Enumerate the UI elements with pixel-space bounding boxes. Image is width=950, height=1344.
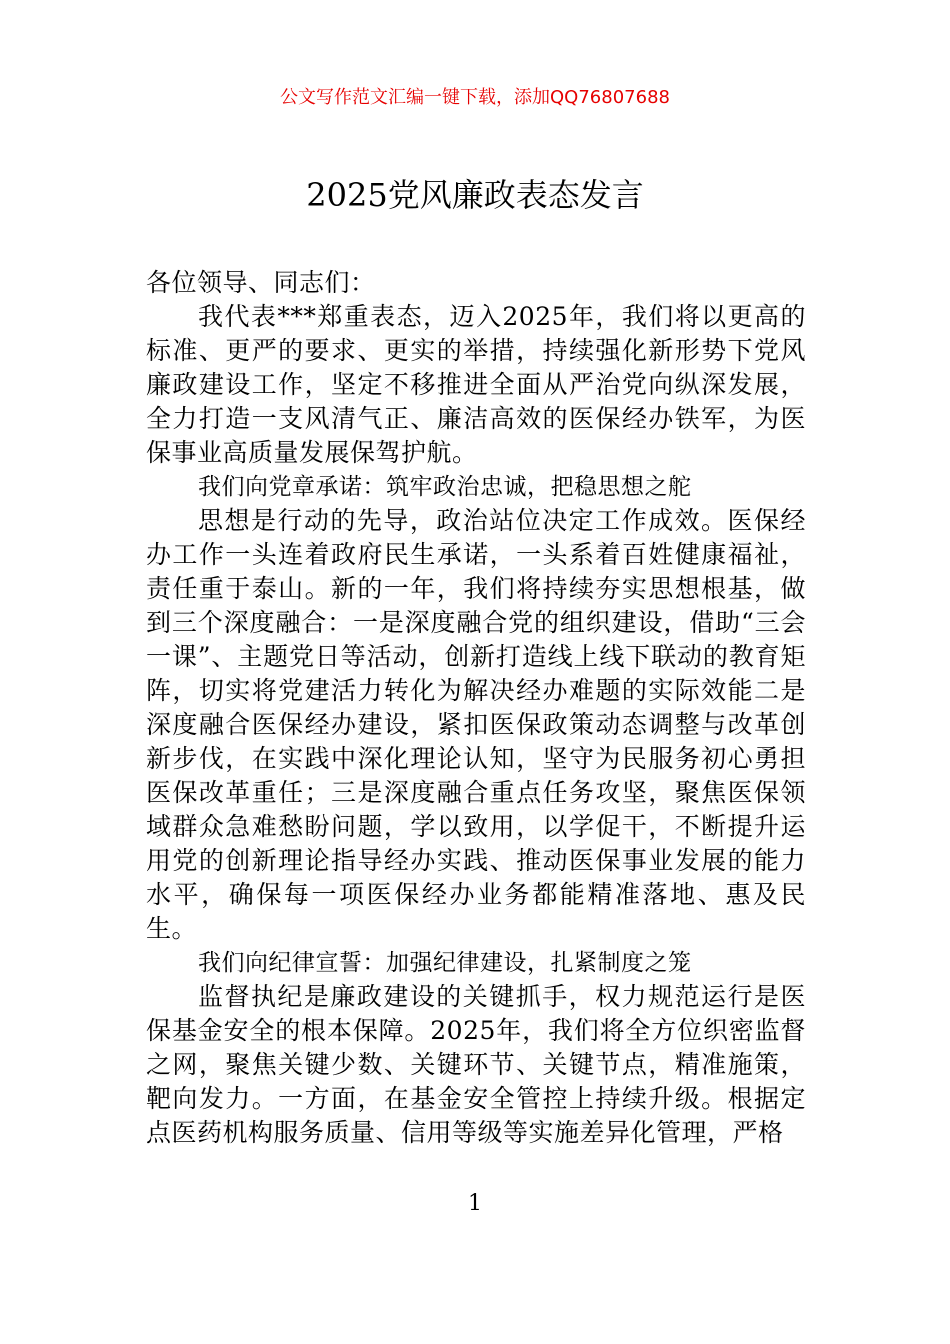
paragraph-section-2: 监督执纪是廉政建设的关键抓手，权力规范运行是医保基金安全的根本保障。2025年，我们将全方位织密监督之网，聚焦关键少数、关键环节、关键节点，精准施策，靶向发力。一方面，在基金安全管控上持续升级。根据定点医药机构服务质量、信用等级等实施差异化管理，严格 xyxy=(146,982,806,1147)
document-title: 2025党风廉政表态发言 xyxy=(306,176,644,214)
header-download-note: 公文写作范文汇编一键下载，添加QQ76807688 xyxy=(280,87,670,108)
paragraph-intro: 我代表***郑重表态，迈入2025年，我们将以更高的标准、更严的要求、更实的举措，持续强化新形势下党风廉政建设工作，坚定不移推进全面从严治党向纵深发展，全力打造一支风清气正、廉洁高效的医保经办铁军，为医保事业高质量发展保驾护航。 xyxy=(146,302,806,467)
document-body xyxy=(146,266,806,1150)
salutation: 各位领导、同志们： xyxy=(146,268,376,297)
section-heading-2: 我们向纪律宣誓：加强纪律建设，扎紧制度之笼 xyxy=(198,950,692,976)
section-heading-1: 我们向党章承诺：筑牢政治忠诚，把稳思想之舵 xyxy=(198,474,692,500)
page-number: 1 xyxy=(468,1191,482,1216)
paragraph-section-1: 思想是行动的先导，政治站位决定工作成效。医保经办工作一头连着政府民生承诺，一头系着百姓健康福祉，责任重于泰山。新的一年，我们将持续夯实思想根基，做到三个深度融合：一是深度融合党的组织建设，借助“三会一课”、主题党日等活动，创新打造线上线下联动的教育矩阵，切实将党建活力转化为解决经办难题的实际效能二是深度融合医保经办建设，紧扣医保政策动态调整与改革创新步伐，在实践中深化理论认知，坚守为民服务初心勇担医保改革重任；三是深度融合重点任务攻坚，聚焦医保领域群众急难愁盼问题，学以致用，以学促干，不断提升运用党的创新理论指导经办实践、推动医保事业发展的能力水平，确保每一项医保经办业务都能精准落地、惠及民生。 xyxy=(146,506,806,943)
